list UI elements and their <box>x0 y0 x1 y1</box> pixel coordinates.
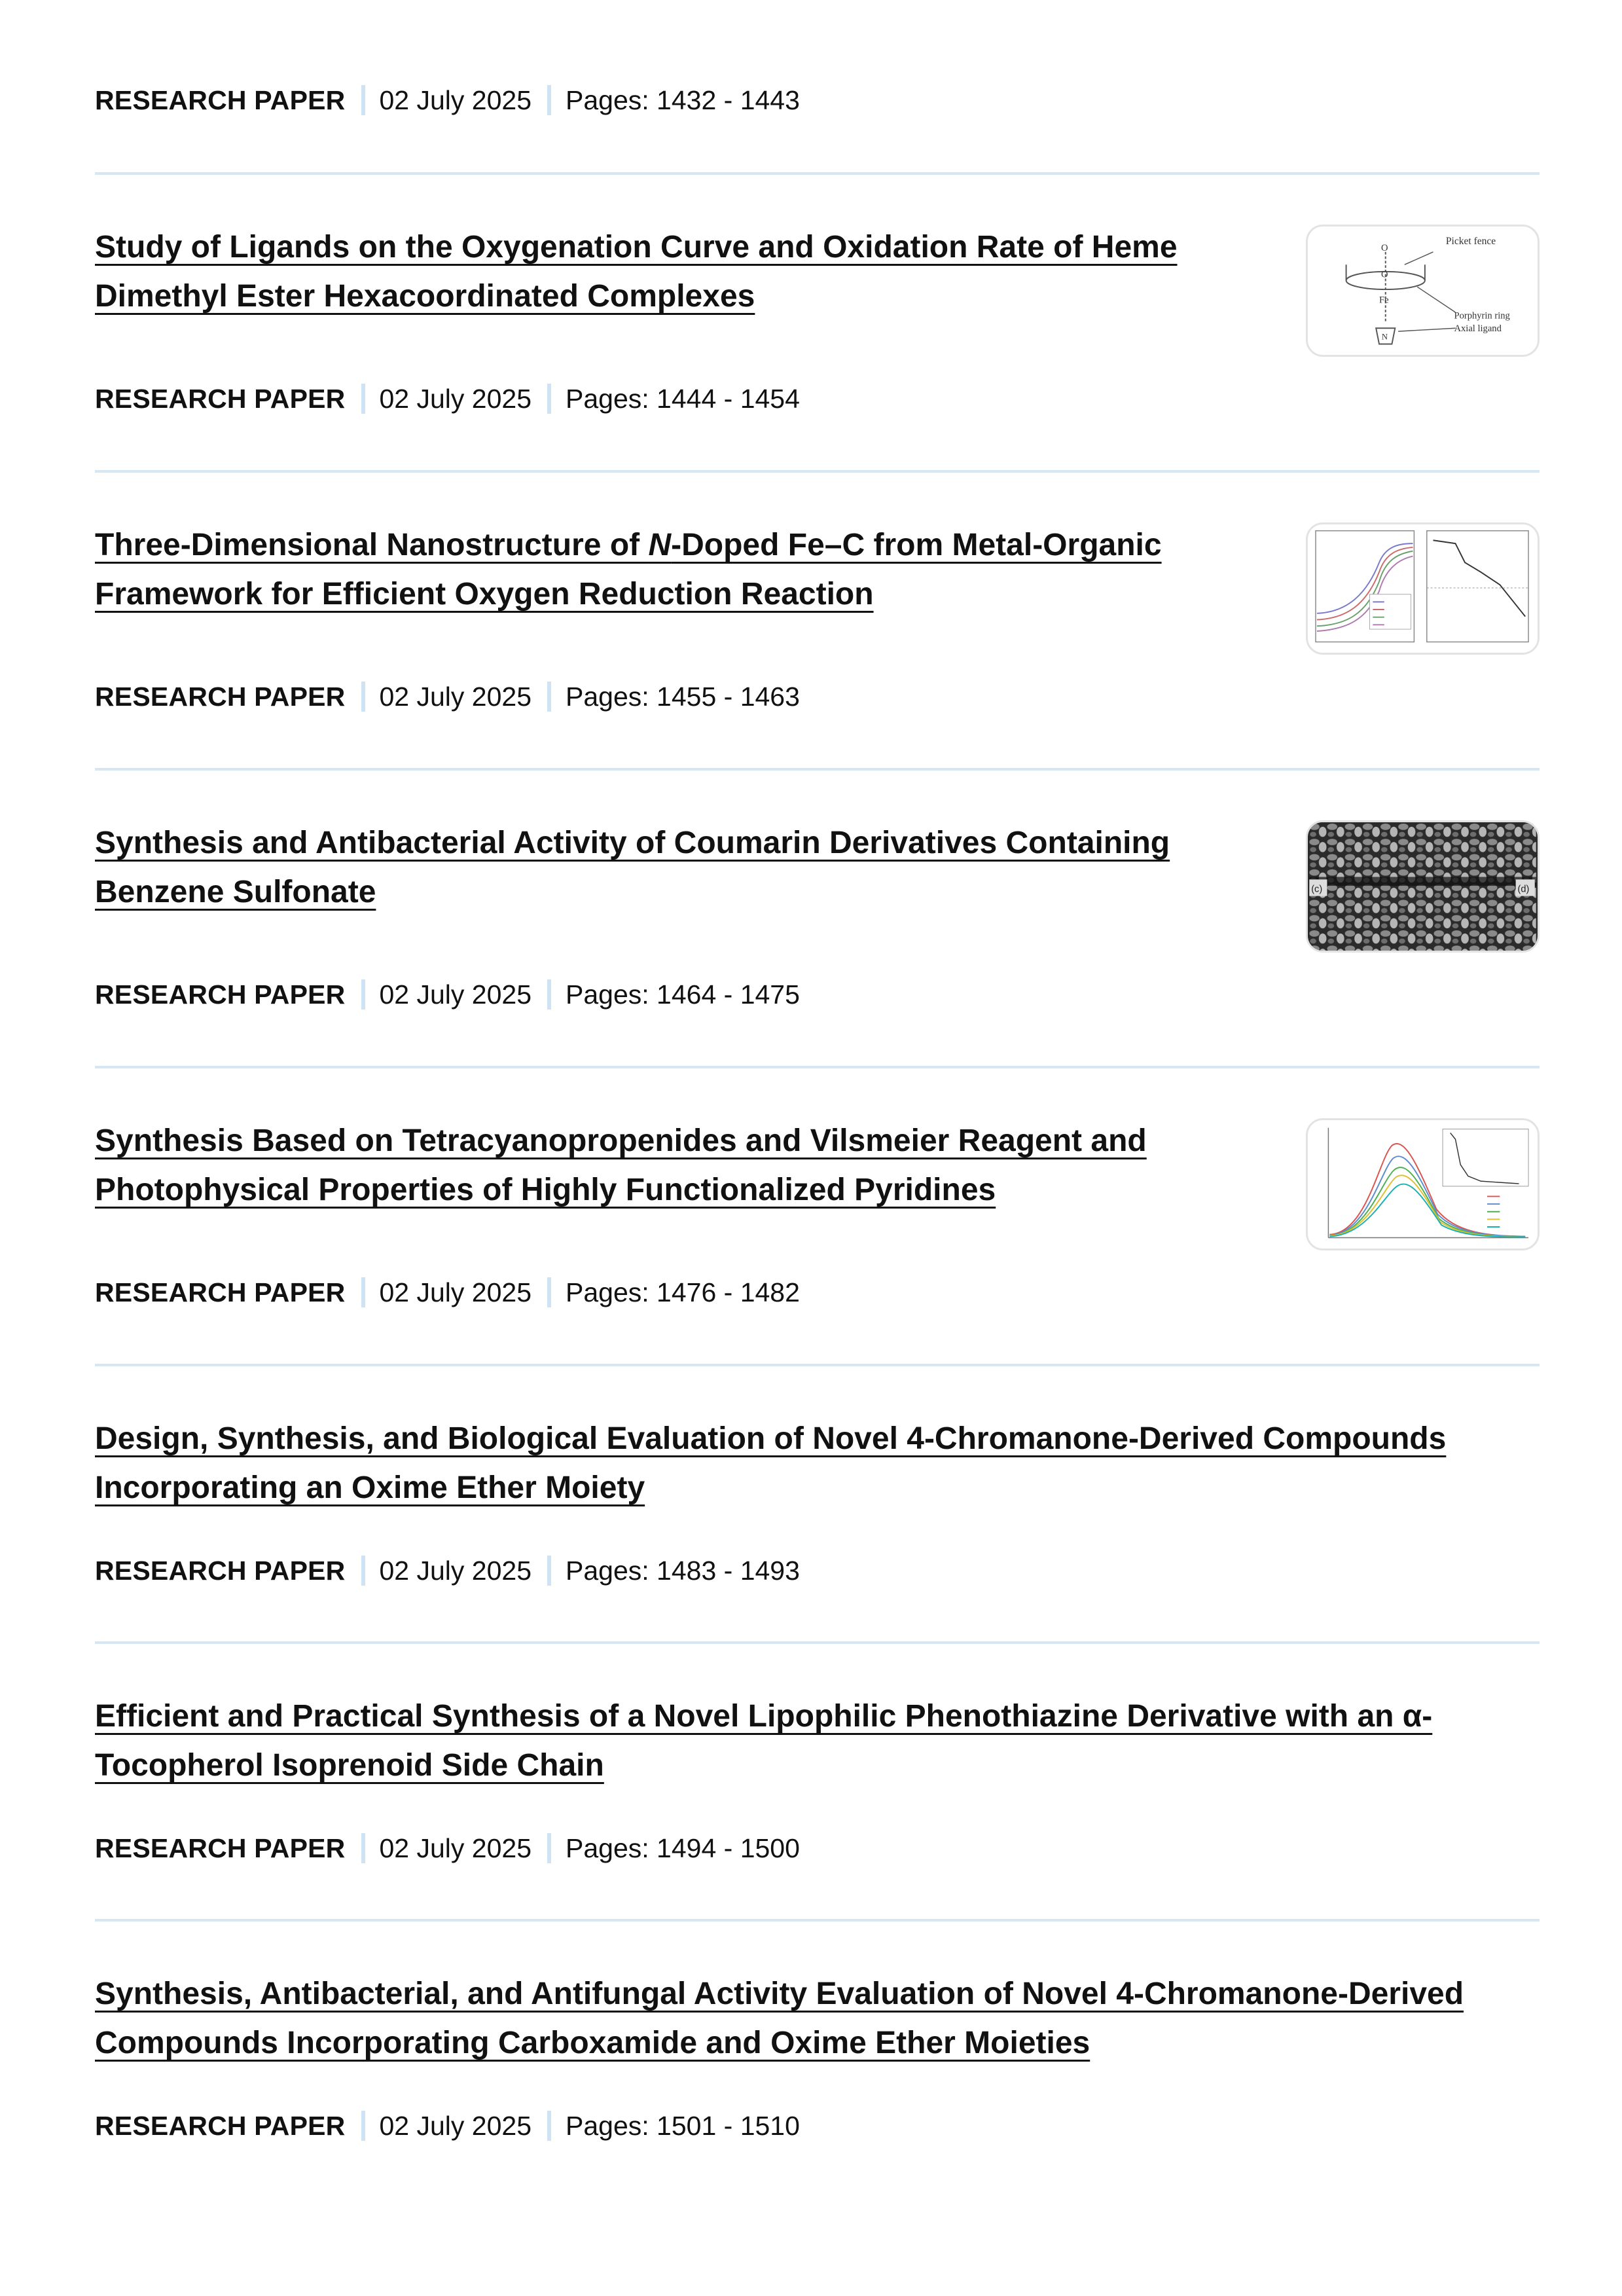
article-title-link[interactable]: Design, Synthesis, and Biological Evaluation of Novel 4-Chromanone-Derived Compounds Incorporating an Oxime Ether Moiety <box>95 1421 1447 1505</box>
absorption-spectra-thumbnail[interactable] <box>1306 1118 1540 1250</box>
article-date: 02 July 2025 <box>379 979 532 1010</box>
article-title-link[interactable]: Synthesis and Antibacterial Activity of Coumarin Derivatives Containing Benzene Sulfonate <box>95 826 1170 909</box>
article-pages: Pages: 1444 - 1454 <box>566 383 800 414</box>
article-meta <box>95 84 800 117</box>
meta-separator <box>361 85 365 115</box>
divider <box>95 1364 1540 1366</box>
article-date: 02 July 2025 <box>379 1277 532 1307</box>
article-date: 02 July 2025 <box>379 84 532 115</box>
divider <box>95 470 1540 473</box>
divider <box>95 1641 1540 1644</box>
meta-separator <box>361 1556 365 1586</box>
thumb-label: (c) <box>1311 884 1323 895</box>
article-title <box>95 1969 1464 2068</box>
article-title <box>95 223 1178 321</box>
article-date: 02 July 2025 <box>379 1832 532 1863</box>
meta-separator <box>361 979 365 1010</box>
article-meta <box>95 978 800 1011</box>
article-title <box>95 818 1170 917</box>
thumb-label: Axial ligand <box>1454 323 1502 335</box>
article-title <box>95 1692 1432 1790</box>
thumb-label: (d) <box>1517 884 1530 895</box>
article-title-link[interactable]: Synthesis Based on Tetracyanopropenides and Vilsmeier Reagent and Photophysical Properties of Highly Functionalized Pyridines <box>95 1123 1147 1207</box>
meta-separator <box>547 682 551 712</box>
article-meta <box>95 2109 800 2142</box>
article-pages: Pages: 1501 - 1510 <box>566 2110 800 2141</box>
absorption-spectra-icon <box>1308 1120 1538 1248</box>
article-type: RESEARCH PAPER <box>95 979 346 1010</box>
article-type: RESEARCH PAPER <box>95 681 346 712</box>
article-pages: Pages: 1483 - 1493 <box>566 1555 800 1586</box>
article-date: 02 July 2025 <box>379 681 532 712</box>
article-meta <box>95 1276 800 1309</box>
meta-separator <box>361 2111 365 2141</box>
meta-separator <box>547 384 551 414</box>
article-title-link[interactable]: Study of Ligands on the Oxygenation Curve and Oxidation Rate of Heme Dimethyl Ester Hexacoordinated Complexes <box>95 230 1178 314</box>
article-type: RESEARCH PAPER <box>95 2110 346 2141</box>
thumb-label: Picket fence <box>1445 236 1496 247</box>
divider <box>95 1066 1540 1068</box>
thumb-label: Fe <box>1379 295 1389 306</box>
meta-separator <box>547 1556 551 1586</box>
thumb-label: O <box>1380 269 1388 280</box>
porphyrin-diagram-icon <box>1308 227 1538 355</box>
article-meta <box>95 1832 800 1865</box>
article-meta <box>95 1554 800 1587</box>
thumb-label: O <box>1380 242 1388 253</box>
article-title <box>95 520 1162 619</box>
article-title-link[interactable]: Synthesis, Antibacterial, and Antifungal Activity Evaluation of Novel 4-Chromanone-Derived Compounds Incorporating Carboxamide and Oxime Ether Moieties <box>95 1977 1464 2060</box>
article-date: 02 July 2025 <box>379 383 532 414</box>
article-type: RESEARCH PAPER <box>95 1832 346 1863</box>
meta-separator <box>547 1833 551 1863</box>
article-type: RESEARCH PAPER <box>95 1277 346 1307</box>
article-title <box>95 1414 1446 1512</box>
article-pages: Pages: 1464 - 1475 <box>566 979 800 1010</box>
article-pages: Pages: 1494 - 1500 <box>566 1832 800 1863</box>
article-pages: Pages: 1432 - 1443 <box>566 84 800 115</box>
meta-separator <box>547 979 551 1010</box>
article-title-link[interactable]: Efficient and Practical Synthesis of a Novel Lipophilic Phenothiazine Derivative with an α- Tocopherol Isoprenoid Side Chain <box>95 1699 1433 1783</box>
article-pages: Pages: 1455 - 1463 <box>566 681 800 712</box>
article-title-link[interactable]: Three-Dimensional Nanostructure of N-Doped Fe–C from Metal-Organic Framework for Efficient Oxygen Reduction Reaction <box>95 528 1162 611</box>
thumb-label: N <box>1381 332 1388 342</box>
meta-separator <box>547 2111 551 2141</box>
porphyrin-diagram-thumbnail[interactable] <box>1306 225 1540 357</box>
article-type: RESEARCH PAPER <box>95 1555 346 1586</box>
article-type: RESEARCH PAPER <box>95 84 346 115</box>
divider <box>95 768 1540 771</box>
meta-separator <box>361 384 365 414</box>
sem-micrograph-thumbnail[interactable] <box>1306 820 1540 953</box>
meta-separator <box>547 85 551 115</box>
article-type: RESEARCH PAPER <box>95 383 346 414</box>
meta-separator <box>547 1277 551 1307</box>
article-date: 02 July 2025 <box>379 2110 532 2141</box>
electrochemistry-plot-thumbnail[interactable] <box>1306 522 1540 655</box>
meta-separator <box>361 1277 365 1307</box>
article-title <box>95 1116 1147 1214</box>
divider <box>95 1919 1540 1922</box>
article-date: 02 July 2025 <box>379 1555 532 1586</box>
article-meta <box>95 680 800 713</box>
divider <box>95 172 1540 175</box>
article-pages: Pages: 1476 - 1482 <box>566 1277 800 1307</box>
electrochemistry-plot-icon <box>1308 524 1538 653</box>
sem-micrograph-icon <box>1308 822 1538 951</box>
meta-separator <box>361 1833 365 1863</box>
meta-separator <box>361 682 365 712</box>
thumb-label: Porphyrin ring <box>1454 310 1510 321</box>
article-meta <box>95 382 800 415</box>
